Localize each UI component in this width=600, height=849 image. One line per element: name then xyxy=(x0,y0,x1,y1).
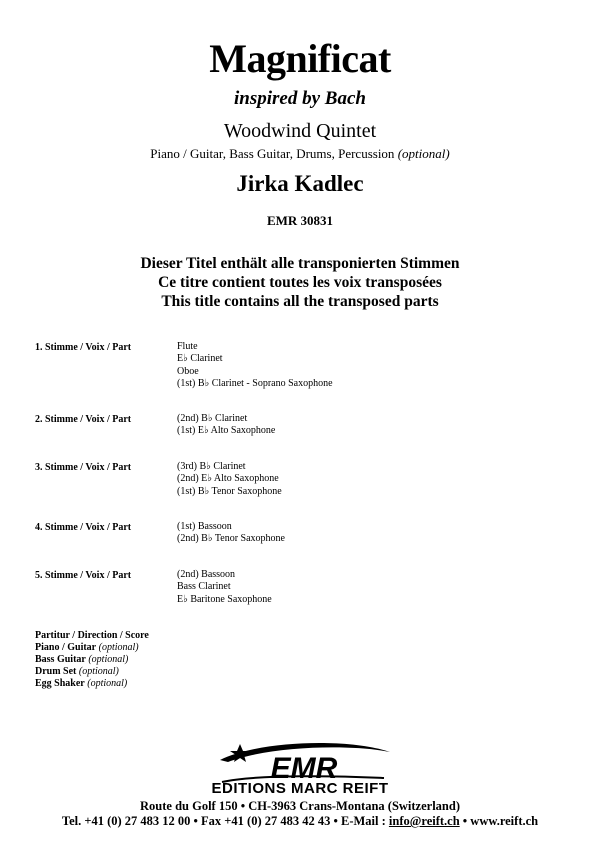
piece-subtitle: inspired by Bach xyxy=(234,88,366,109)
part-label: 1. Stimme / Voix / Part xyxy=(35,342,132,353)
part-instruments xyxy=(177,521,285,546)
instrument: (2nd) B♭ Clarinet xyxy=(177,413,248,424)
publisher-address: Route du Golf 150 • CH-3963 Crans-Montana (Switzerland) xyxy=(140,799,460,813)
part-label: 3. Stimme / Voix / Part xyxy=(35,462,132,473)
publisher-contact: Tel. +41 (0) 27 483 12 00 • Fax +41 (0) 27 483 42 43 • E-Mail : info@reift.ch • www.reift.ch xyxy=(61,814,539,828)
part-label: 4. Stimme / Voix / Part xyxy=(35,522,132,533)
instrument: (1st) Bassoon xyxy=(177,521,232,532)
composer: Jirka Kadlec xyxy=(236,171,364,196)
instrument: (1st) E♭ Alto Saxophone xyxy=(177,425,276,437)
email-link[interactable]: info@reift.ch xyxy=(388,814,460,828)
note-french: Ce titre contient toutes les voix transposées xyxy=(158,274,442,291)
additional-parts xyxy=(35,630,149,690)
instrument: Bass Clarinet xyxy=(177,581,231,593)
instrument: (1st) B♭ Clarinet - Soprano Saxophone xyxy=(177,378,333,390)
instrument: E♭ Baritone Saxophone xyxy=(177,593,272,605)
instrument: (2nd) Bassoon xyxy=(177,569,236,580)
logo-text: EMR xyxy=(270,752,338,785)
additional-part: Egg Shaker (optional) xyxy=(35,678,128,689)
instrument: (2nd) E♭ Alto Saxophone xyxy=(177,473,279,485)
part-instruments xyxy=(177,461,282,498)
instrumentation-optional: (optional) xyxy=(397,146,450,161)
instrumentation-main: Piano / Guitar, Bass Guitar, Drums, Percussion xyxy=(150,146,398,161)
instrument: Flute xyxy=(177,341,198,352)
piece-title: Magnificat xyxy=(209,36,391,81)
part-label: 5. Stimme / Voix / Part xyxy=(35,570,132,581)
instrument: (1st) B♭ Tenor Saxophone xyxy=(177,485,282,497)
instrument: E♭ Clarinet xyxy=(177,353,223,365)
instrumentation xyxy=(0,146,600,162)
note-english: This title contains all the transposed parts xyxy=(161,293,439,310)
instrument: (3rd) B♭ Clarinet xyxy=(177,461,246,472)
part-instruments xyxy=(177,569,272,606)
part-instruments xyxy=(177,413,275,438)
catalog-number: EMR 30831 xyxy=(266,213,334,228)
instrument: Oboe xyxy=(177,365,199,377)
instrument: (2nd) B♭ Tenor Saxophone xyxy=(177,533,285,545)
additional-part: Bass Guitar (optional) xyxy=(35,654,129,665)
part-label: 2. Stimme / Voix / Part xyxy=(35,414,132,425)
part-instruments xyxy=(177,341,333,391)
additional-part: Partitur / Direction / Score xyxy=(35,630,149,641)
additional-part: Piano / Guitar (optional) xyxy=(35,642,139,653)
additional-part: Drum Set (optional) xyxy=(35,666,119,677)
ensemble: Woodwind Quintet xyxy=(223,120,377,142)
publisher-wordmark: EDITIONS MARC REIFT xyxy=(211,780,389,797)
note-german: Dieser Titel enthält alle transponierten Stimmen xyxy=(140,255,460,272)
